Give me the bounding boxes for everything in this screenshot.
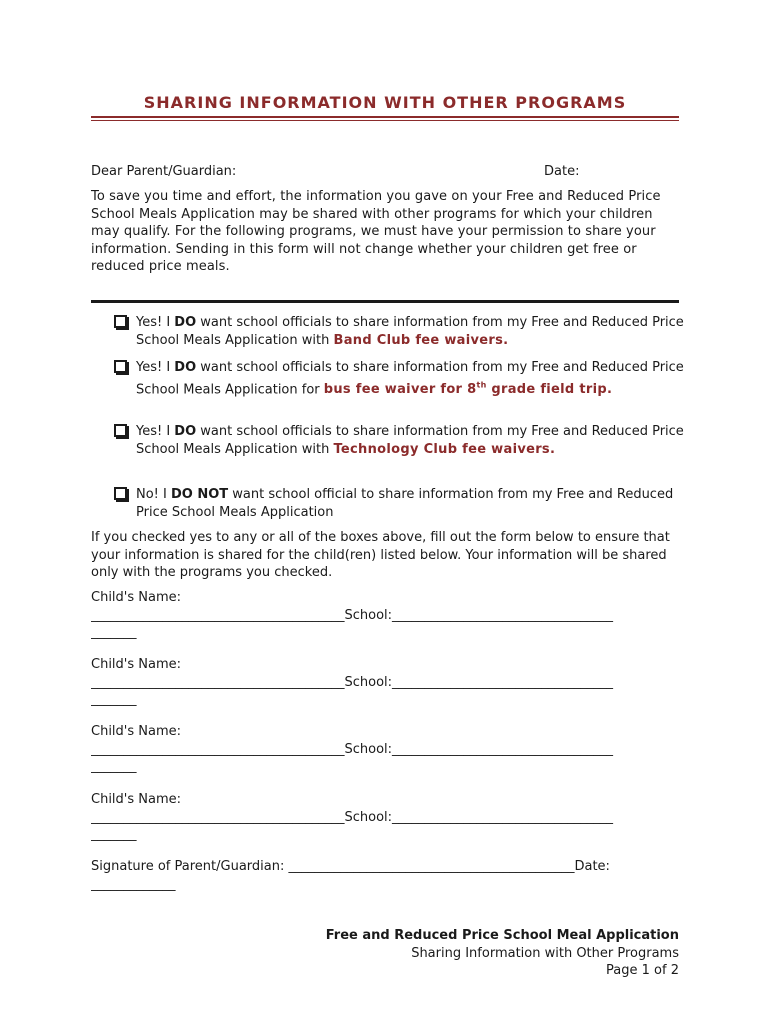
option-emphasis: DO NOT (171, 487, 229, 502)
child-name-school-field[interactable]: _______________________________________School:__________________________________ (91, 674, 614, 690)
option-body: want school officials to share information from my Free and Reduced Price School Meals Application with (136, 424, 684, 457)
footer-title: Free and Reduced Price School Meal Application (325, 928, 679, 943)
option-bus-fee[interactable] (114, 359, 684, 399)
child-field-continuation[interactable]: _______ (91, 625, 137, 641)
child-name-label: Child's Name: (91, 657, 182, 672)
option-band-club[interactable] (114, 314, 684, 349)
child-name-school-field[interactable]: _______________________________________School:__________________________________ (91, 607, 614, 623)
child-entry (91, 589, 681, 642)
option-emphasis: DO (174, 315, 197, 330)
page-title: SHARING INFORMATION WITH OTHER PROGRAMS (143, 93, 627, 112)
option-text (136, 314, 684, 349)
footer-subtitle: Sharing Information with Other Programs (411, 945, 679, 961)
option-emphasis: DO (174, 360, 197, 375)
option-prefix: Yes! I (136, 315, 175, 330)
program-name-part: bus fee waiver for 8 (323, 381, 477, 397)
child-name-school-field[interactable]: _______________________________________School:__________________________________ (91, 741, 614, 757)
program-name: Band Club fee waivers. (333, 332, 509, 348)
option-technology-club[interactable] (114, 423, 684, 458)
option-prefix: Yes! I (136, 424, 175, 439)
child-field-continuation[interactable]: _______ (91, 692, 137, 708)
child-name-label: Child's Name: (91, 590, 182, 605)
page-footer (326, 927, 679, 980)
checkbox-icon[interactable] (114, 487, 127, 500)
signature-block (91, 858, 681, 893)
child-entry (91, 656, 681, 709)
child-field-continuation[interactable]: _______ (91, 759, 137, 775)
title-rule-bottom (91, 120, 679, 121)
option-prefix: Yes! I (136, 360, 175, 375)
option-text (136, 423, 684, 458)
child-name-label: Child's Name: (91, 792, 182, 807)
instructions-paragraph: If you checked yes to any or all of the boxes above, fill out the form below to ensure that your information is shared for the child(ren) listed below. Your information will be shared only with the programs you checked. (91, 530, 670, 581)
option-prefix: No! I (136, 487, 171, 502)
child-field-continuation[interactable]: _______ (91, 827, 137, 843)
option-decline[interactable] (114, 486, 684, 521)
checkbox-icon[interactable] (114, 315, 127, 328)
option-text (136, 486, 684, 521)
signature-date-continuation[interactable]: _____________ (91, 876, 176, 892)
title-rule-top (91, 116, 679, 118)
child-name-school-field[interactable]: _______________________________________School:__________________________________ (91, 809, 614, 825)
checkbox-icon[interactable] (114, 424, 127, 437)
child-entry (91, 791, 681, 844)
child-entry (91, 723, 681, 776)
option-emphasis: DO (174, 424, 197, 439)
option-body: want school officials to share information from my Free and Reduced Price School Meals Application with (136, 315, 684, 348)
intro-paragraph: To save you time and effort, the information you gave on your Free and Reduced Price School Meals Application may be shared with other programs for which your children may qualify. For the following programs, we must have your permission to share your information. Sending in this form will not change whether your children get free or reduced price meals. (91, 189, 661, 275)
date-label: Date: (544, 164, 580, 179)
child-name-label: Child's Name: (91, 724, 182, 739)
greeting: Dear Parent/Guardian: (91, 164, 237, 179)
program-superscript: th (476, 380, 487, 390)
checkbox-icon[interactable] (114, 360, 127, 373)
program-name: Technology Club fee waivers. (333, 441, 556, 457)
option-body: want school officials to share information from my Free and Reduced Price School Meals Application for (136, 360, 684, 397)
signature-date-field[interactable]: Signature of Parent/Guardian: ____________________________________________Date: (91, 859, 610, 874)
page-number: Page 1 of 2 (606, 963, 679, 979)
option-text (136, 359, 684, 399)
section-divider (91, 300, 679, 303)
program-name (324, 382, 612, 397)
option-body: want school official to share information from my Free and Reduced Price School Meals Application (136, 487, 674, 520)
program-name-part: grade field trip. (486, 381, 613, 397)
